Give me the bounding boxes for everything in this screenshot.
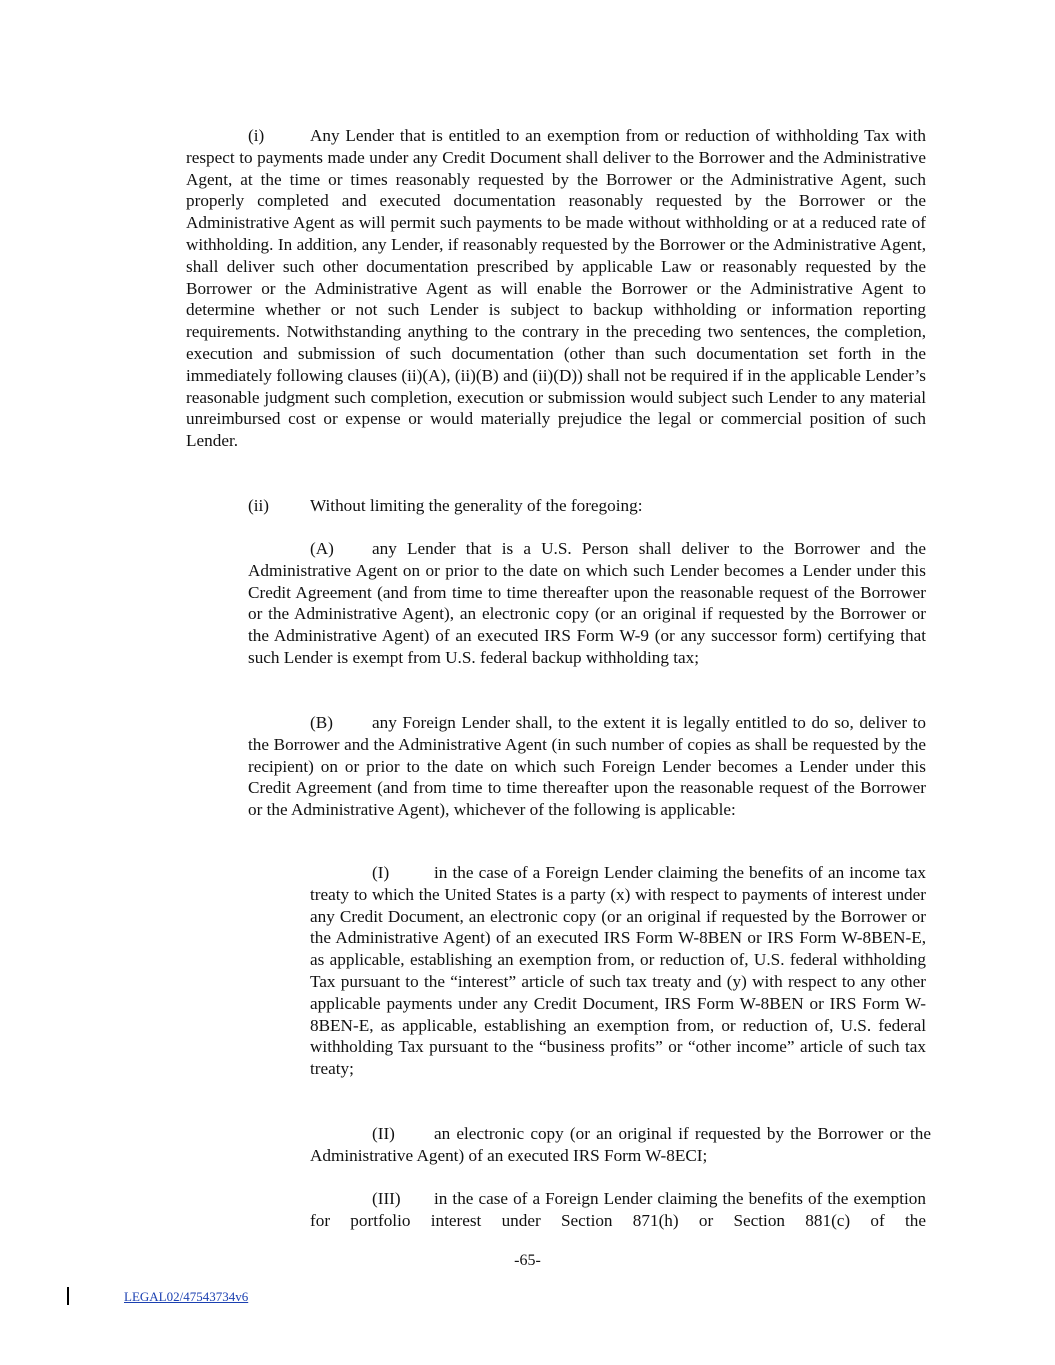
paragraph-text: in the case of a Foreign Lender claiming the benefits of the exemption for portfolio interest under Section 871(h) or Section 881(c) of the	[310, 1189, 926, 1230]
paragraph-label: (i)	[248, 126, 265, 145]
paragraph-text: Any Lender that is entitled to an exemption from or reduction of withholding Tax with respect to payments made under any Credit Document shall deliver to the Borrower and the Administrative Agent, at the time or times reasonably requested by the Borrower or the Administrative Agent, such properly completed and executed documentation reasonably requested by the Borrower or the Administrative Agent as will permit such payments to be made without withholding or at a reduced rate of withholding. In addition, any Lender, if reasonably requested by the Borrower or the Administrative Agent, shall deliver such other documentation prescribed by applicable Law or reasonably requested by the Borrower or the Administrative Agent as will enable the Borrower or the Administrative Agent to determine whether or not such Lender is subject to backup withholding or information reporting requirements. Notwithstanding anything to the contrary in the preceding two sentences, the completion, execution and submission of such documentation (other than such documentation set forth in the immediately following clauses (ii)(A), (ii)(B) and (ii)(D)) shall not be required if in the applicable Lender’s reasonable judgment such completion, execution or submission would subject such Lender to any material unreimbursed cost or expense or would materially prejudice the legal or commercial position of such Lender.	[186, 126, 926, 451]
paragraph-A	[248, 538, 926, 669]
paragraph-III	[310, 1188, 926, 1232]
paragraph-label: (II)	[372, 1124, 395, 1143]
paragraph-label: (B)	[310, 713, 333, 732]
paragraph-ii	[248, 495, 926, 517]
page-number: -65-	[514, 1252, 541, 1269]
paragraph-text: any Foreign Lender shall, to the extent it is legally entitled to do so, deliver to the Borrower and the Administrative Agent (in such number of copies as shall be requested by the recipient) on or prior to the date on which such Foreign Lender becomes a Lender under this Credit Agreement (and from time to time thereafter upon the reasonable request of the Borrower or the Administrative Agent), whichever of the following is applicable:	[248, 713, 926, 820]
paragraph-text: in the case of a Foreign Lender claiming the benefits of an income tax treaty to which the United States is a party (x) with respect to payments of interest under any Credit Document, an electronic copy (or an original if requested by the Borrower or the Administrative Agent) of an executed IRS Form W-8BEN or IRS Form W-8BEN-E, as applicable, establishing an exemption from, or reduction of, U.S. federal withholding Tax pursuant to the “interest” article of such tax treaty and (y) with respect to any other applicable payments under any Credit Document, IRS Form W-8BEN or IRS Form W-8BEN-E, as applicable, establishing an exemption from, or reduction of, U.S. federal withholding Tax pursuant to the “business profits” or “other income” article of such tax treaty;	[310, 863, 926, 1079]
paragraph-text: any Lender that is a U.S. Person shall deliver to the Borrower and the Administrative Agent on or prior to the date on which such Lender becomes a Lender under this Credit Agreement (and from time to time thereafter upon the reasonable request of the Borrower or the Administrative Agent), an electronic copy (or an original if requested by the Borrower or the Administrative Agent) of an executed IRS Form W-9 (or any successor form) certifying that such Lender is exempt from U.S. federal backup withholding tax;	[248, 539, 926, 667]
paragraph-I	[310, 862, 926, 1080]
paragraph-II	[310, 1123, 931, 1167]
paragraph-label: (ii)	[248, 496, 269, 515]
change-bar	[67, 1287, 69, 1305]
paragraph-text: an electronic copy (or an original if requested by the Borrower or the Administrative Agent) of an executed IRS Form W-8ECI;	[310, 1124, 931, 1165]
paragraph-text: Without limiting the generality of the foregoing:	[310, 496, 643, 515]
paragraph-label: (A)	[310, 539, 334, 558]
paragraph-label: (III)	[372, 1189, 401, 1208]
paragraph-i	[186, 125, 926, 452]
paragraph-B	[248, 712, 926, 821]
paragraph-label: (I)	[372, 863, 390, 882]
document-id-link[interactable]: LEGAL02/47543734v6	[124, 1289, 249, 1304]
